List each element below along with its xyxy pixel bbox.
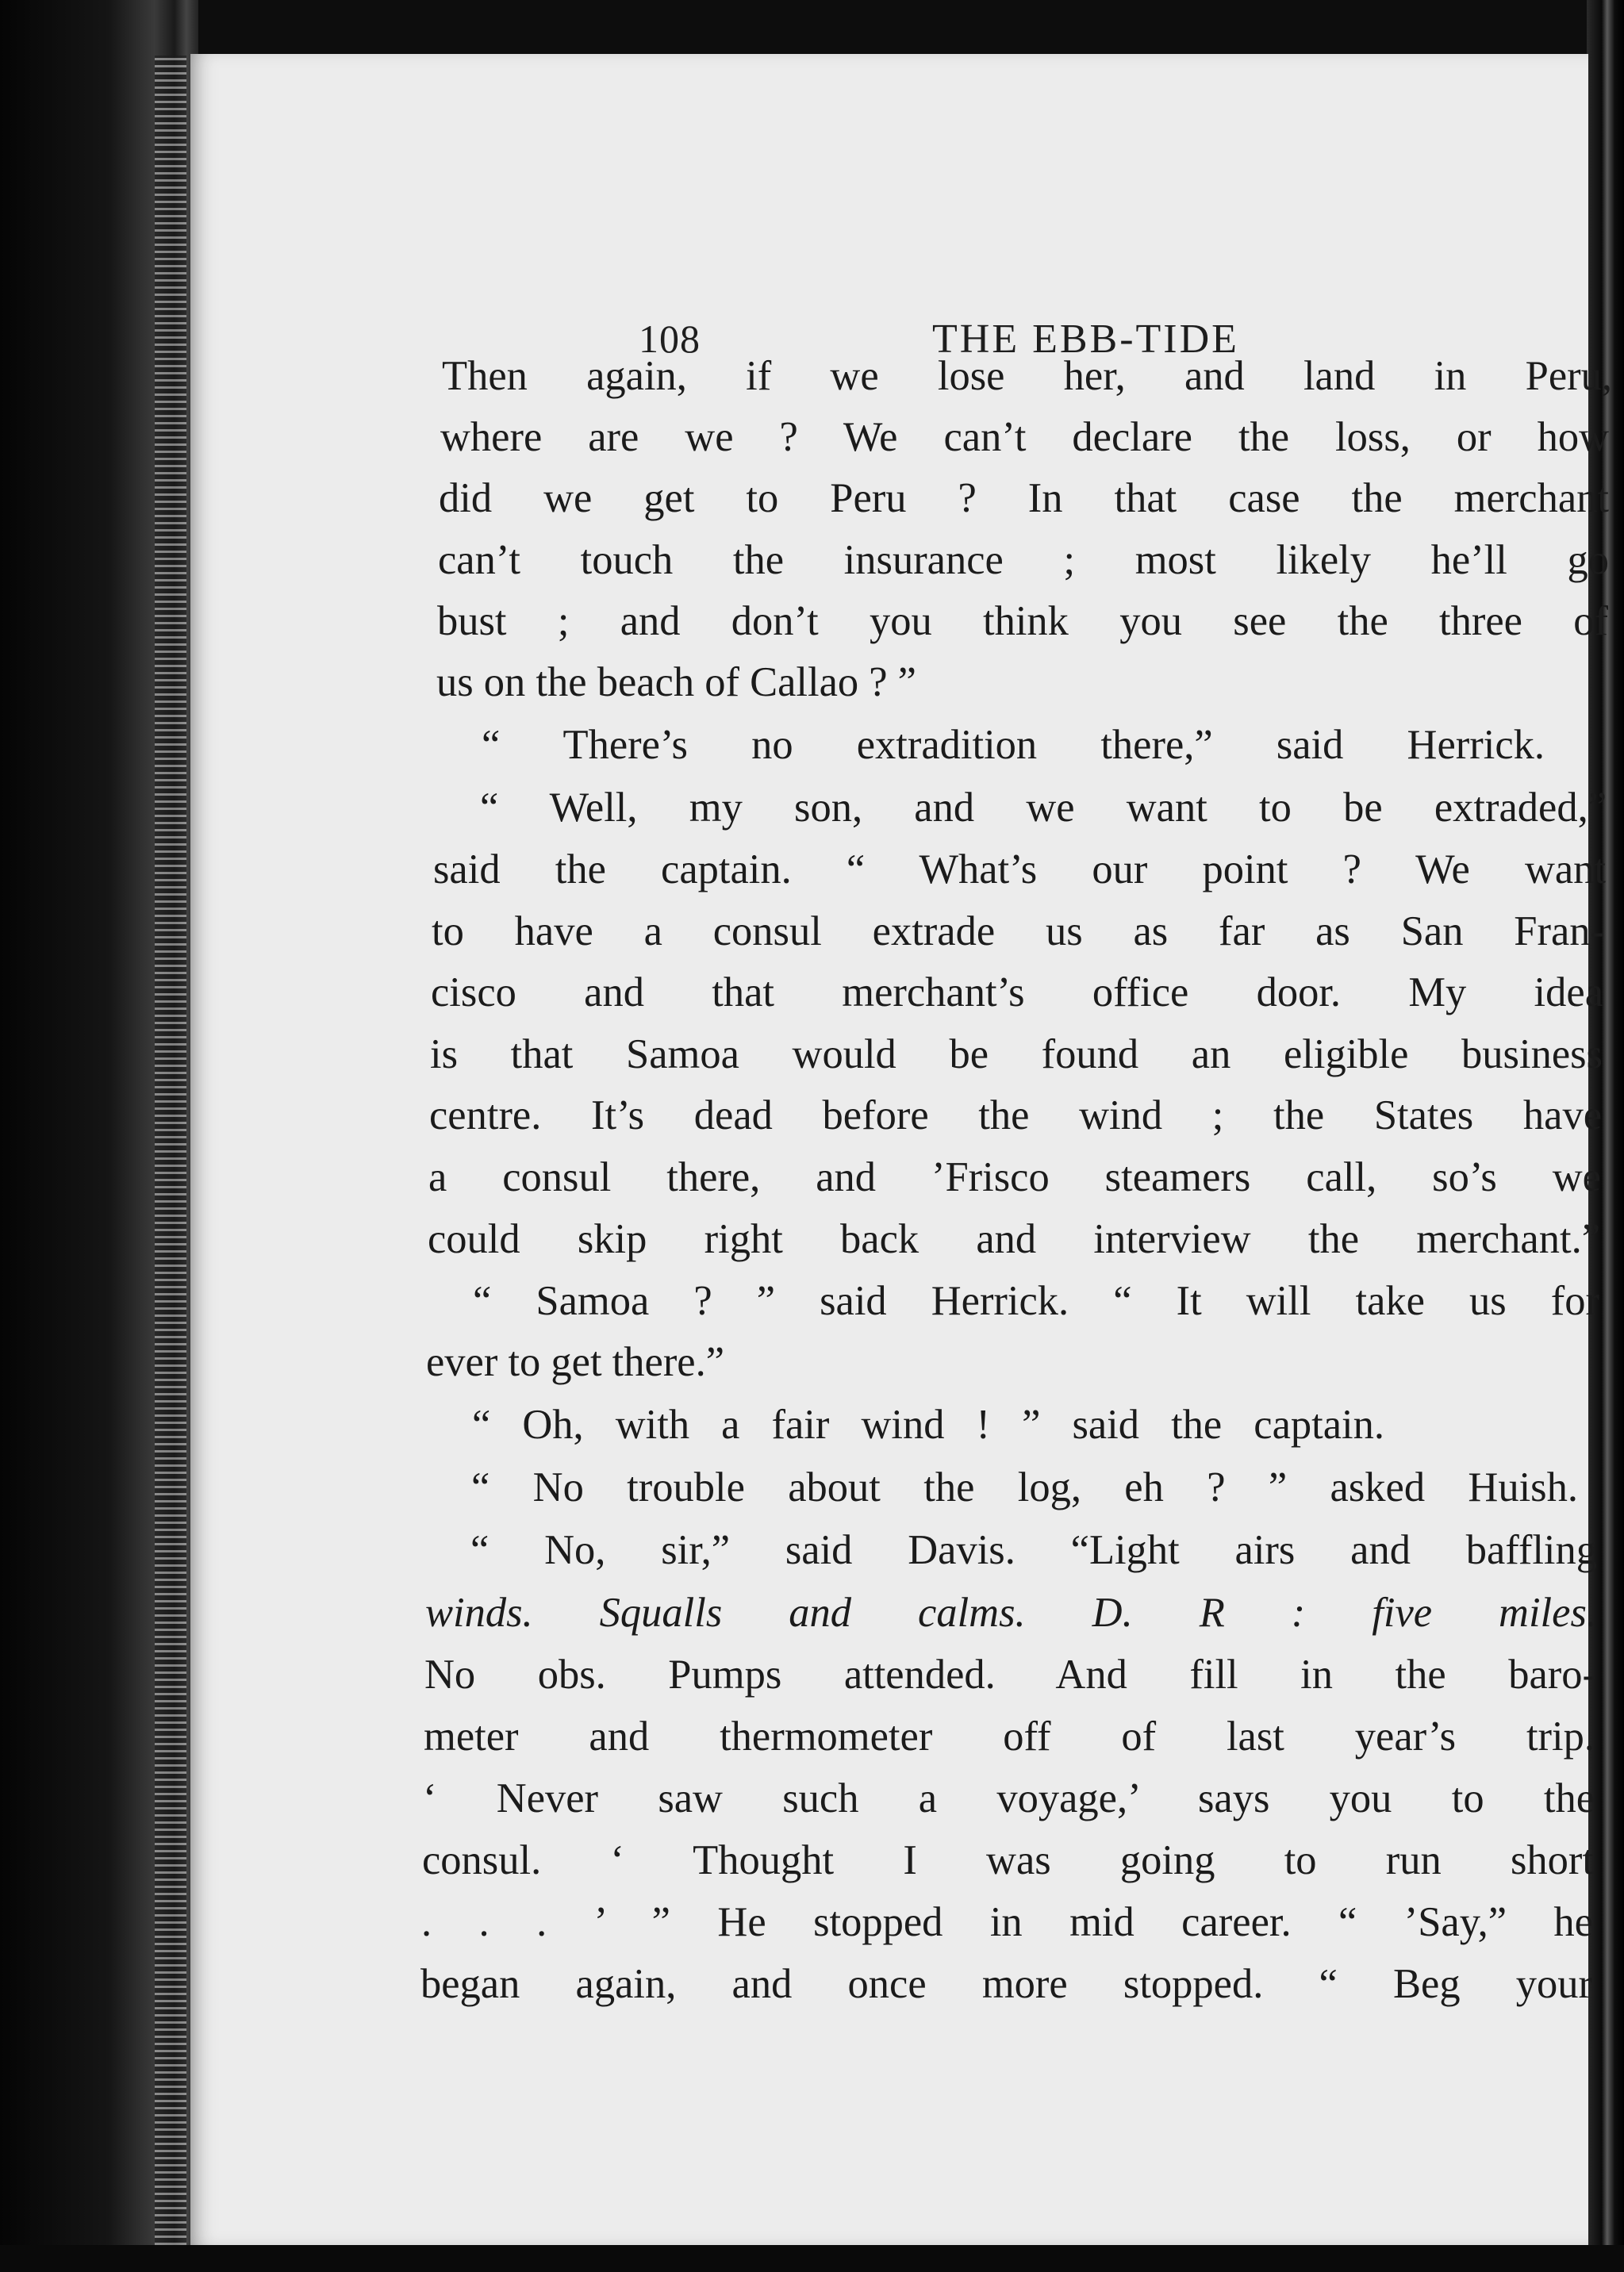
text-line: is that Samoa would be found an eligible business: [430, 1031, 1603, 1077]
binding-edge-texture: [155, 56, 186, 2245]
text-line: ‘ Never saw such a voyage,’ says you to the: [423, 1775, 1595, 1821]
text-line: said the captain. “ What’s our point ? We want: [433, 846, 1606, 892]
text-line: consul. ‘ Thought I was going to run short: [422, 1837, 1594, 1883]
text-line: winds. Squalls and calms. D. R : five miles.: [425, 1590, 1597, 1636]
text-line: cisco and that merchant’s office door. My idea: [431, 969, 1603, 1015]
text-line: “ No, sir,” said Davis. “Light airs and baffling: [470, 1527, 1597, 1573]
text-line: could skip right back and interview the merchant.”: [428, 1216, 1600, 1262]
page-bottom-edge: [0, 2245, 1624, 2272]
text-line: a consul there, and ’Frisco steamers call, so’s we: [428, 1154, 1601, 1200]
text-line: “ There’s no extradition there,” said Herrick.: [482, 722, 1545, 768]
text-line: bust ; and don’t you think you see the three of: [437, 598, 1608, 644]
text-line: meter and thermometer off of last year’s trip.: [424, 1714, 1595, 1760]
text-line: “ Oh, with a fair wind ! ” said the captain.: [472, 1402, 1384, 1448]
book-page: [190, 54, 1612, 2245]
text-line: us on the beach of Callao ? ”: [436, 659, 916, 705]
text-line: ever to get there.”: [426, 1339, 725, 1385]
text-line: . . . ’ ” He stopped in mid career. “ ’Say,” he: [421, 1899, 1593, 1945]
text-line: “ Samoa ? ” said Herrick. “ It will take us for: [473, 1278, 1599, 1324]
running-head: THE EBB-TIDE: [932, 317, 1239, 362]
text-line: began again, and once more stopped. “ Beg your: [420, 1961, 1592, 2007]
page-number: 108: [639, 317, 701, 361]
text-line: Then again, if we lose her, and land in Peru,: [442, 353, 1612, 399]
text-line: to have a consul extrade us as far as San Fran-: [432, 908, 1604, 954]
text-line: can’t touch the insurance ; most likely he’ll go: [438, 537, 1609, 583]
text-line: did we get to Peru ? In that case the merchant: [439, 475, 1609, 521]
text-line: where are we ? We can’t declare the loss, or how: [440, 414, 1609, 460]
text-line: No obs. Pumps attended. And fill in the baro-: [424, 1652, 1596, 1698]
text-line: centre. It’s dead before the wind ; the States have: [429, 1092, 1602, 1138]
text-line: “ Well, my son, and we want to be extraded,”: [480, 785, 1607, 831]
text-line: “ No trouble about the log, eh ? ” asked Huish.: [471, 1464, 1578, 1510]
